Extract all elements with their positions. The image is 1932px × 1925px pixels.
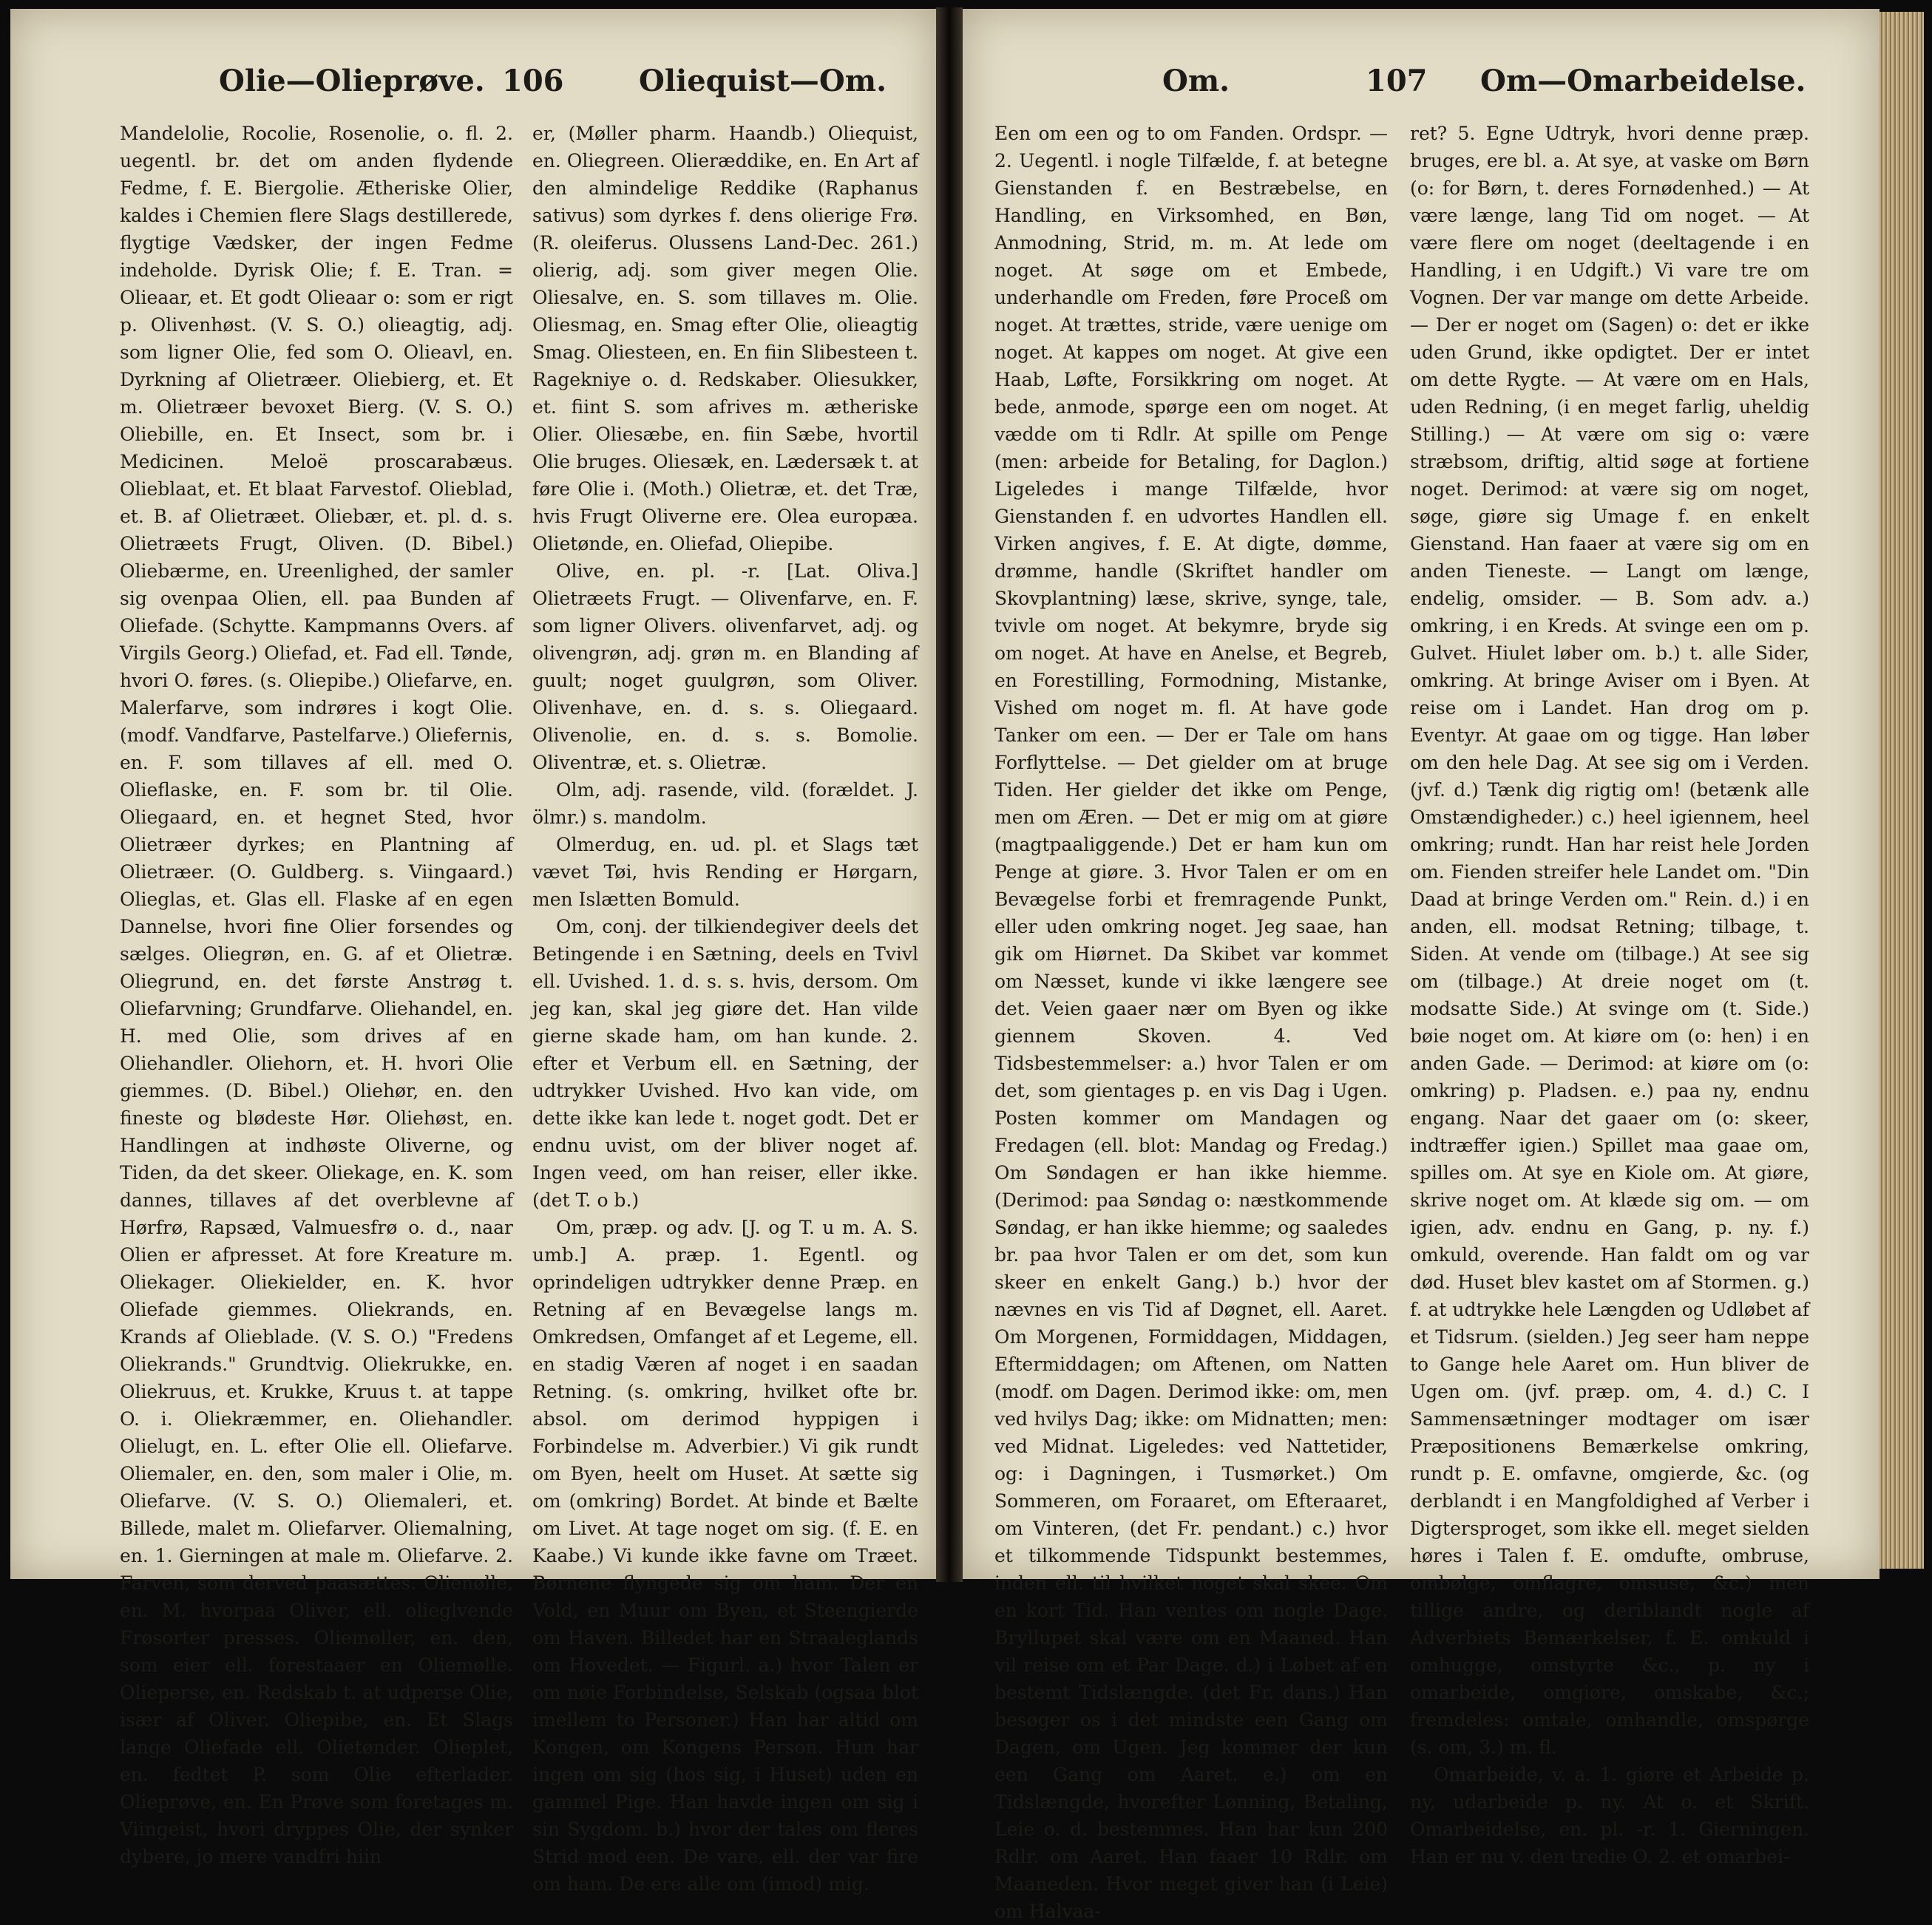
- dictionary-entry: Olmerdug, en. ud. pl. et Slags tæt vævet Tøi, hvis Rending er Hørgarn, men Islætten Bomuld.: [532, 834, 918, 910]
- right-column-1: [994, 120, 1388, 1922]
- left-column-1: [120, 120, 513, 1867]
- dictionary-entry: er, (Møller pharm. Haandb.) Oliequist, en. Oliegreen. Olieræddike, en. En Art af den almindelige Reddike (Raphanus sativus) som dyrkes f. dens olierige Frø. (R. oleiferus. Olussens Land-Dec. 261.) olierig, adj. som giver megen Olie. Oliesalve, en. S. som tillaves m. Olie. Oliesmag, en. Smag efter Olie, olieagtig Smag. Oliesteen, en. En fiin Slibesteen t. Ragekniye o. d. Redskaber. Oliesukker, et. fiint S. som afrives m. ætheriske Olier. Oliesæbe, en. fiin Sæbe, hvortil Olie bruges. Oliesæk, en. Lædersæk t. at føre Olie i. (Moth.) Olietræ, et. det Træ, hvis Frugt Oliverne ere. Olea europæa. Olietønde, en. Oliefad, Oliepibe.: [532, 123, 918, 554]
- left-header-guideword-last: Oliequist—Om.: [639, 64, 887, 98]
- dictionary-entry: Om, præp. og adv. [J. og T. u m. A. S. umb.] A. præp. 1. Egentl. og oprindeligen udtrykker denne Præp. en Retning af en Bevægelse langs m. Omkredsen, Omfanget af et Legeme, ell. en stadig Væren af noget i en saadan Retning. (s. omkring, hvilket ofte br. absol. om derimod hyppigen i Forbindelse m. Adverbier.) Vi gik rundt om Byen, heelt om Huset. At sætte sig om (omkring) Bordet. At binde et Bælte om Livet. At tage noget om sig. (f. E. en Kaabe.) Vi kunde ikke favne om Træet. Børnene flyngede sig om ham. Der en Vold, en Muur om Byen, et Steengierde om Haven. Billedet har en Straaleglands om Hovedet. — Figurl. a.) hvor Talen er om nøie Forbindelse, Selskab (ogsaa blot imellem to Personer.) Han har altid om Kongen, om Kongens Person. Hun har ingen om sig (hos sig, i Huset) uden en gammel Pige. Han havde ingen om sig i sin Sygdom. b.) hvor der tales om fleres Strid mod een. De vare, ell. der var fire om ham. De ere alle om (imod) mig.: [532, 1217, 918, 1895]
- right-page-number: 107: [1366, 64, 1428, 98]
- right-header-guideword-last: Om—Omarbeidelse.: [1480, 64, 1806, 98]
- dictionary-entry: Een om een og to om Fanden. Ordspr. — 2. Uegentl. i nogle Tilfælde, f. at betegne Gienstanden f. en Bestræbelse, en Handling, en Virksomhed, en Bøn, Anmodning, Strid, m. m. At lede om noget. At søge om et Embede, underhandle om Freden, føre Proceß om noget. At trættes, stride, være uenige om noget. At kappes om noget. At give een Haab, Løfte, Forsikkring om noget. At bede, anmode, spørge een om noget. At vædde om ti Rdlr. At spille om Penge (men: arbeide for Betaling, for Daglon.) Ligeledes i mange Tilfælde, hvor Gienstanden f. en udvortes Handlen ell. Virken angives, f. E. At digte, dømme, drømme, handle (Skriftet handler om Skovplantning) læse, skrive, synge, tale, tvivle om noget. At bekymre, bryde sig om noget. At have en Anelse, et Begreb, en Forestilling, Formodning, Mistanke, Vished om noget m. fl. At have gode Tanker om een. — Der er Tale om hans Forflyttelse. — Det gielder om at bruge Tiden. Her gielder det ikke om Penge, men om Æren. — Det er mig om at giøre (magtpaaliggende.) Det er ham kun om Penge at giøre. 3. Hvor Talen er om en Bevægelse forbi et fremragende Punkt, eller uden omkring noget. Jeg saae, han gik om Hiørnet. Da Skibet var kommet om Næsset, kunde vi ikke længere see det. Veien gaaer nær om Byen og ikke giennem Skoven. 4. Ved Tidsbestemmelser: a.) hvor Talen er om det, som gientages p. en vis Dag i Ugen. Posten kommer om Mandagen og Fredagen (ell. blot: Mandag og Fredag.) Om Søndagen er han ikke hiemme. (Derimod: paa Søndag o: næstkommende Søndag, er han ikke hiemme; og saaledes br. paa hvor Talen er om det, som kun skeer en enkelt Gang.) b.) hvor der nævnes en vis Tid af Døgnet, ell. Aaret. Om Morgenen, Formiddagen, Middagen, Eftermiddagen; om Aftenen, om Natten (modf. om Dagen. Derimod ikke: om, men ved hvilys Dag; ikke: om Midnatten; men: ved Midnat. Ligeledes: ved Nattetider, og: i Dagningen, i Tusmørket.) Om Sommeren, om Foraaret, om Efteraaret, om Vinteren, (det Fr. pendant.) c.) hvor et tilkommende Tidspunkt bestemmes, inden ell. til hvilket noget skal skee. Om en kort Tid. Han ventes om nogle Dage. Bryllupet skal være om en Maaned. Han vil reise om et Par Dage. d.) i Løbet af en bestemt Tidslængde. (det Fr. dans.) Han besøger os i det mindste een Gang om Dagen, om Ugen. Jeg kommer der kun een Gang om Aaret. e.) om en Tidslængde, hvorefter Lønning, Betaling, Leie o. d. bestemmes. Han har kun 200 Rdlr. om Aaret. Han faaer 10 Rdlr. om Maaneden. Hvor meget giver han (i Leie) om Halvaa-: [994, 123, 1388, 1922]
- dictionary-entry: Mandelolie, Rocolie, Rosenolie, o. fl. 2. uegentl. br. det om anden flydende Fedme, f. E. Biergolie. Ætheriske Olier, kaldes i Chemien flere Slags destillerede, flygtige Vædsker, der ingen Fedme indeholde. Dyrisk Olie; f. E. Tran. = Olieaar, et. Et godt Olieaar o: som er rigt p. Olivenhøst. (V. S. O.) olieagtig, adj. som ligner Olie, fed som O. Olieavl, en. Dyrkning af Olietræer. Oliebierg, et. Et m. Olietræer bevoxet Bierg. (V. S. O.) Oliebille, en. Et Insect, som br. i Medicinen. Meloë proscarabæus. Olieblaat, et. Et blaat Farvestof. Olieblad, et. B. af Olietræet. Oliebær, et. pl. d. s. Olietræets Frugt, Oliven. (D. Bibel.) Oliebærme, en. Ureenlighed, der samler sig ovenpaa Olien, ell. paa Bunden af Oliefade. (Schytte. Kampmanns Overs. af Virgils Georg.) Oliefad, et. Fad ell. Tønde, hvori O. føres. (s. Oliepibe.) Oliefarve, en. Malerfarve, som indrøres i kogt Olie. (modf. Vandfarve, Pastelfarve.) Oliefernis, en. F. som tillaves af ell. med O. Olieflaske, en. F. som br. til Olie. Oliegaard, en. et hegnet Sted, hvor Olietræer dyrkes; en Plantning af Olietræer. (O. Guldberg. s. Viingaard.) Olieglas, et. Glas ell. Flaske af en egen Dannelse, hvori fine Olier forsendes og sælges. Oliegrøn, en. G. af et Olietræ. Oliegrund, en. det første Anstrøg t. Oliefarvning; Grundfarve. Oliehandel, en. H. med Olie, som drives af en Oliehandler. Oliehorn, et. H. hvori Olie giemmes. (D. Bibel.) Oliehør, en. den fineste og blødeste Hør. Oliehøst, en. Handlingen at indhøste Oliverne, og Tiden, da det skeer. Oliekage, en. K. som dannes, tillaves af det overblevne af Hørfrø, Rapsæd, Valmuesfrø o. d., naar Olien er afpresset. At fore Kreature m. Oliekager. Oliekielder, en. K. hvor Oliefade giemmes. Oliekrands, en. Krands af Olieblade. (V. S. O.) "Fredens Oliekrands." Grundtvig. Oliekrukke, en. Oliekruus, et. Krukke, Kruus t. at tappe O. i. Oliekræmmer, en. Oliehandler. Olielugt, en. L. efter Olie ell. Oliefarve. Oliemaler, en. den, som maler i Olie, m. Oliefarve. (V. S. O.) Oliemaleri, et. Billede, malet m. Oliefarver. Oliemalning, en. 1. Gierningen at male m. Oliefarve. 2. Farven, som derved paasættes. Olienølle, en. M. hvorpaa Oliver, ell. olieglvende Frøsorter presses. Oliemøller, en. den, som eier ell. forestaaer en Oliemølle. Olieperse, en. Redskab t. at udperse Olie, især af Oliver. Oliepibe, en. Et Slags lange Oliefade ell. Olietønder. Olieplet, en. fedtet P. som Olie efterlader. Olieprøve, en. En Prøve som foretages m. Viingeist, hvori dryppes Olie, der synker dybere, jo mere vandfri hiin: [120, 123, 513, 1867]
- dictionary-entry: Omarbeide, v. a. 1. giøre et Arbeide p. ny, udarbeide p. ny. At o. et Skrift. Omarbeidelse, en. pl. -r. 1. Gierningen. Han er nu v. den tredie O. 2. et omarbei-: [1410, 1764, 1809, 1867]
- right-page: [963, 9, 1880, 1922]
- right-column-2: [1410, 120, 1809, 1867]
- right-page-header: [963, 64, 1880, 105]
- left-column-2: [532, 120, 918, 1895]
- left-page-number: 106: [502, 64, 564, 98]
- dictionary-entry: Olm, adj. rasende, vild. (forældet. J. ölmr.) s. mandolm.: [532, 779, 918, 828]
- page-fore-edge: [1880, 12, 1924, 1569]
- left-page-header: [10, 64, 936, 105]
- book-gutter: [936, 7, 963, 1582]
- dictionary-entry: Om, conj. der tilkiendegiver deels det Betingende i en Sætning, deels en Tvivl ell. Uvished. 1. d. s. s. hvis, dersom. Om jeg kan, skal jeg giøre det. Han vilde gierne skade ham, om han kunde. 2. efter et Verbum ell. en Sætning, der udtrykker Uvished. Hvo kan vide, om dette ikke kan lede t. noget godt. Det er endnu uvist, om der bliver noget af. Ingen veed, om han reiser, eller ikke. (det T. o b.): [532, 916, 918, 1211]
- right-header-guideword-first: Om.: [1162, 64, 1230, 98]
- dictionary-entry: ret? 5. Egne Udtryk, hvori denne præp. bruges, ere bl. a. At sye, at vaske om Børn (o: for Børn, t. deres Fornødenhed.) — At være længe, lang Tid om noget. — At være flere om noget (deeltagende i en Handling, i en Udgift.) Vi vare tre om Vognen. Der var mange om dette Arbeide. — Der er noget om (Sagen) o: det er ikke uden Grund, ikke opdigtet. Der er intet om dette Rygte. — At være om en Hals, uden Redning, (i en meget farlig, uheldig Stilling.) — At være om sig o: være stræbsom, driftig, altid søge at fortiene noget. Derimod: at være sig om noget, søge, giøre sig Umage f. en enkelt Gienstand. Han faaer at være sig om en anden Tieneste. — Langt om længe, endelig, omsider. — B. Som adv. a.) omkring, i en Kreds. At svinge een om p. Gulvet. Hiulet løber om. b.) t. alle Sider, omkring. At bringe Aviser om i Byen. At reise om i Landet. Han drog om p. Eventyr. At gaae om og tigge. Han løber om den hele Dag. At see sig om i Verden. (jvf. d.) Tænk dig rigtig om! (betænk alle Omstændigheder.) c.) heel igiennem, heel omkring; rundt. Han har reist hele Jorden om. Fienden streifer hele Landet om. "Din Daad at bringe Verden om." Rein. d.) i en anden, ell. modsat Retning; tilbage, t. Siden. At vende om (tilbage.) At see sig om (tilbage.) At dreie noget om (t. modsatte Side.) At svinge om (t. Side.) bøie noget om. At kiøre om (o: hen) i en anden Gade. — Derimod: at kiøre om (o: omkring) p. Pladsen. e.) paa ny, endnu engang. Naar det gaaer om (o: skeer, indtræffer igien.) Spillet maa gaae om, spilles om. At sye en Kiole om. At giøre, skrive noget om. At klæde sig om. — om igien, adv. endnu en Gang, p. ny. f.) omkuld, overende. Han faldt om og var død. Huset blev kastet om af Stormen. g.) f. at udtrykke hele Længden og Udløbet af et Tidsrum. (sielden.) Jeg seer ham neppe to Gange hele Aaret om. Hun bliver de Ugen om. (jvf. præp. om, 4. d.) C. I Sammensætninger modtager om især Præpositionens Bemærkelse omkring, rundt p. E. omfavne, omgierde, &c. (og derblandt i en Mangfoldighed af Verber i Digtersproget, som ikke ell. meget sielden høres i Talen f. E. omdufte, ombruse, ombølge, omflagre, omsuse, &c.) men tillige andre, og deriblandt nogle af Adverbiets Bemærkelser, f. E. omkuld i omhugge, omstyrte &c., p. ny i omarbeide, omgiøre, omskabe, &c.; fremdeles: omtale, omhandle, omspørge (s. om, 3.) m. fl.: [1410, 123, 1809, 1758]
- left-header-guideword-first: Olie—Olieprøve.: [219, 64, 485, 98]
- left-page: [10, 9, 936, 1895]
- dictionary-entry: Olive, en. pl. -r. [Lat. Oliva.] Olietræets Frugt. — Olivenfarve, en. F. som ligner Olivers. olivenfarvet, adj. og olivengrøn, adj. grøn m. en Blanding af guult; noget guulgrøn, som Oliver. Olivenhave, en. d. s. s. Oliegaard. Olivenolie, en. d. s. s. Bomolie. Oliventræ, et. s. Olietræ.: [532, 560, 918, 773]
